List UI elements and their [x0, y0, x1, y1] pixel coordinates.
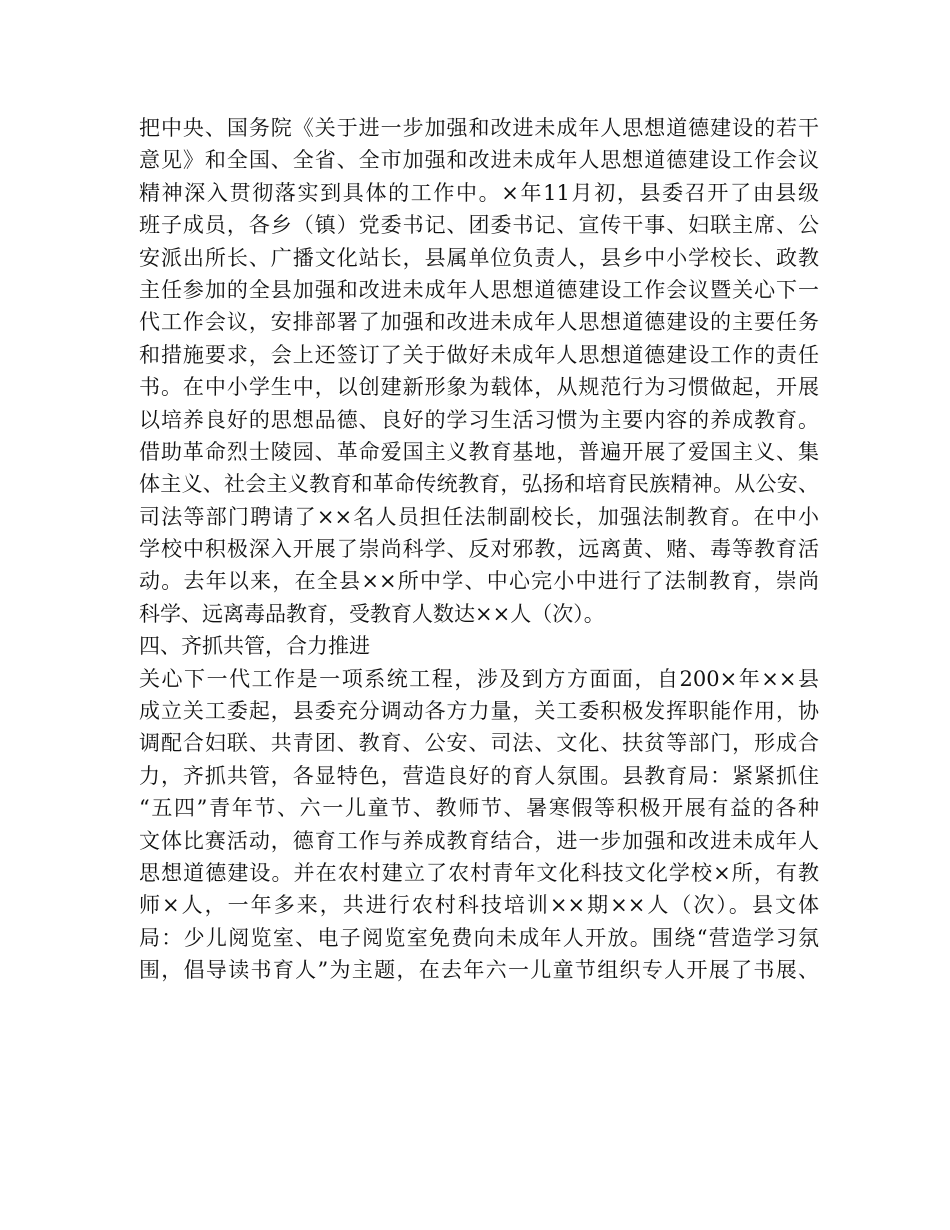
- text-line: 科学、远离毒品教育，受教育人数达××人（次）。: [139, 601, 605, 626]
- text-line: 文体比赛活动，德育工作与养成教育结合，进一步加强和改进未成年人: [139, 828, 819, 853]
- text-line: 学校中积极深入开展了崇尚科学、反对邪教，远离黄、赌、毒等教育活: [139, 537, 819, 562]
- text-line: 动。去年以来，在全县××所中学、中心完小中进行了法制教育，崇尚: [139, 569, 819, 594]
- text-line: 成立关工委起，县委充分调动各方力量，关工委积极发挥职能作用，协: [139, 699, 819, 724]
- text-line: 调配合妇联、共青团、教育、公安、司法、文化、扶贫等部门，形成合: [139, 731, 819, 756]
- text-line: 体主义、社会主义教育和革命传统教育，弘扬和培育民族精神。从公安、: [139, 472, 819, 497]
- text-line: 局：少儿阅览室、电子阅览室免费向未成年人开放。围绕“营造学习氛: [139, 925, 819, 950]
- text-line: “五四”青年节、六一儿童节、教师节、暑寒假等积极开展有益的各种: [139, 796, 819, 821]
- section-heading: 四、齐抓共管，合力推进: [139, 634, 370, 659]
- body-text: [139, 112, 819, 987]
- text-line: 借助革命烈士陵园、革命爱国主义教育基地，普遍开展了爱国主义、集: [139, 439, 819, 464]
- text-line: 力，齐抓共管，各显特色，营造良好的育人氛围。县教育局：紧紧抓住: [139, 763, 819, 788]
- text-line: 关心下一代工作是一项系统工程，涉及到方方面面，自200×年××县: [139, 666, 819, 691]
- text-line: 和措施要求，会上还签订了关于做好未成年人思想道德建设工作的责任: [139, 342, 819, 367]
- text-line: 主任参加的全县加强和改进未成年人思想道德建设工作会议暨关心下一: [139, 277, 819, 302]
- text-line: 书。在中小学生中，以创建新形象为载体，从规范行为习惯做起，开展: [139, 375, 819, 400]
- text-line: 精神深入贯彻落实到具体的工作中。×年11月初，县委召开了由县级: [139, 180, 819, 205]
- text-line: 意见》和全国、全省、全市加强和改进未成年人思想道德建设工作会议: [139, 148, 819, 173]
- text-line: 以培养良好的思想品德、良好的学习生活习惯为主要内容的养成教育。: [139, 407, 819, 432]
- text-line: 把中央、国务院《关于进一步加强和改进未成年人思想道德建设的若干: [139, 116, 819, 140]
- text-line: 师×人，一年多来，共进行农村科技培训××期××人（次）。县文体: [139, 893, 819, 918]
- text-line: 思想道德建设。并在农村建立了农村青年文化科技文化学校×所，有教: [139, 860, 819, 885]
- text-line: 安派出所长、广播文化站长，县属单位负责人，县乡中小学校长、政教: [139, 245, 819, 270]
- text-line: 司法等部门聘请了××名人员担任法制副校长，加强法制教育。在中小: [139, 504, 819, 529]
- text-line: 代工作会议，安排部署了加强和改进未成年人思想道德建设的主要任务: [139, 310, 819, 335]
- text-line: 班子成员，各乡（镇）党委书记、团委书记、宣传干事、妇联主席、公: [139, 213, 819, 238]
- text-line: 围，倡导读书育人”为主题，在去年六一儿童节组织专人开展了书展、: [139, 958, 819, 983]
